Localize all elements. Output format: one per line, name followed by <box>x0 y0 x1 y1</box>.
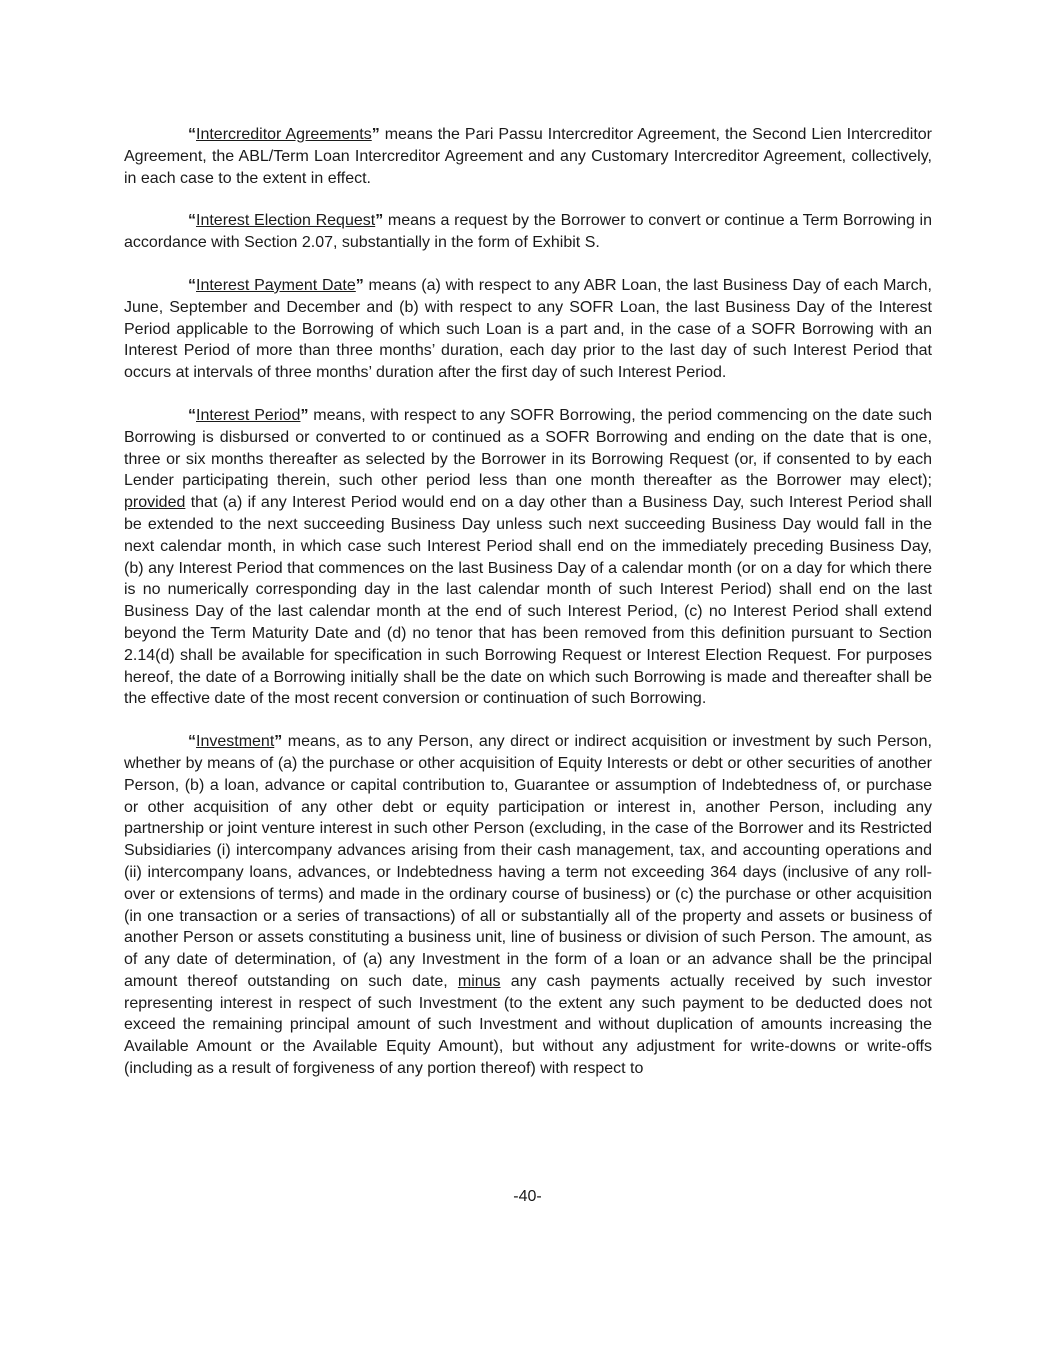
close-quote: ” <box>355 276 364 294</box>
close-quote: ” <box>371 126 380 143</box>
definition-text: means, as to any Person, any direct or indirect acquisition or investment by such Person, whether by means of (a) the purchase or other acquisition of Equity Interests or debt or other securities of another Person, (b) a loan, advance or capital contribution to, Guarantee or assumption of Indebtedness of, or purchase or other acquisition of any other debt or equity participation or interest in, another Person, including any partnership or joint venture interest in such other Person (excluding, in the case of the Borrower and its Restricted Subsidiaries (i) intercompany advances arising from their cash management, tax, and accounting operations and (ii) intercompany loans, advances, or Indebtedness having a term not exceeding 364 days (inclusive of any roll-over or extensions of terms) and made in the ordinary course of business) or (c) the purchase or other acquisition (in one transaction or a series of transactions) of all or substantially all of the property and assets or business of another Person or assets constituting a business unit, line of business or division of such Person. The amount, as of any date of determination, of (a) any Investment in the form of a loan or an advance shall be the principal amount thereof outstanding on such date, <box>124 733 932 990</box>
definition-text: means (a) with respect to any ABR Loan, the last Business Day of each March, June, September and December and (b) with respect to any SOFR Loan, the last Business Day of the Interest Period applicable to the Borrowing of which such Loan is a part and, in the case of a SOFR Borrowing with an Interest Period of more than three months’ duration, each day prior to the last day of such Interest Period that occurs at intervals of three months’ duration after the first day of such Interest Period. <box>124 276 933 382</box>
definition-text-continued: any cash payments actually received by such investor representing interest in respect of such Investment (to the extent any such payment to be deducted does not exceed the remaining principal amount of such Investment and without duplication of amounts increasing the Available Amount or the Available Equity Amount), but without any adjustment for write-downs or write-offs (including as a result of forgiveness of any portion thereof) with respect to <box>124 972 933 1078</box>
definition-interest-payment-date <box>124 275 932 384</box>
open-quote: “ <box>188 126 196 143</box>
defined-term: Interest Payment Date <box>196 276 356 294</box>
open-quote: “ <box>188 406 196 424</box>
document-body <box>124 124 932 1101</box>
defined-term: Investment <box>196 733 275 751</box>
page-number: -40- <box>513 1188 542 1205</box>
definition-investment <box>124 731 932 1080</box>
close-quote: ” <box>300 406 309 424</box>
definition-interest-period <box>124 405 932 710</box>
open-quote: “ <box>188 733 196 751</box>
defined-term: Intercreditor Agreements <box>196 126 372 143</box>
open-quote: “ <box>188 276 196 294</box>
underlined-minus: minus <box>457 972 501 990</box>
definition-intercreditor-agreements <box>124 124 932 189</box>
close-quote: ” <box>274 733 283 751</box>
definition-text-continued: that (a) if any Interest Period would end on a day other than a Business Day, such Interest Period shall be extended to the next succeeding Business Day unless such next succeeding Business Day would fall in the next calendar month, in which case such Interest Period shall end on the immediately preceding Business Day, (b) any Interest Period that commences on the last Business Day of a calendar month (or on a day for which there is no numerically corresponding day in the last calendar month of such Interest Period) shall end on the last Business Day of the last calendar month at the end of such Interest Period, (c) no Interest Period shall extend beyond the Term Maturity Date and (d) no tenor that has been removed from this definition pursuant to Section 2.14(d) shall be available for specification in such Borrowing Request or Interest Election Request. For purposes hereof, the date of a Borrowing initially shall be the date on which such Borrowing is made and thereafter shall be the effective date of the most recent conversion or continuation of such Borrowing. <box>124 494 932 708</box>
underlined-proviso: provided <box>124 494 186 512</box>
defined-term: Interest Period <box>196 406 301 424</box>
definition-text: means a request by the Borrower to convert or continue a Term Borrowing in accordance with Section 2.07, substantially in the form of Exhibit S. <box>124 212 933 252</box>
definition-text: means, with respect to any SOFR Borrowing, the period commencing on the date such Borrowing is disbursed or converted to or continued as a SOFR Borrowing and ending on the date that is one, three or six months thereafter as selected by the Borrower in its Borrowing Request (or, if consented to by each Lender participating therein, such other period less than one month thereafter as the Borrower may elect); <box>124 406 932 490</box>
open-quote: “ <box>188 212 196 230</box>
definition-interest-election-request <box>124 210 932 254</box>
definition-text: means the Pari Passu Intercreditor Agreement, the Second Lien Intercreditor Agreement, the ABL/Term Loan Intercreditor Agreement and any Customary Intercreditor Agreement, collectively, in each case to the extent in effect. <box>124 126 932 187</box>
close-quote: ” <box>375 212 384 230</box>
defined-term: Interest Election Request <box>196 212 376 230</box>
